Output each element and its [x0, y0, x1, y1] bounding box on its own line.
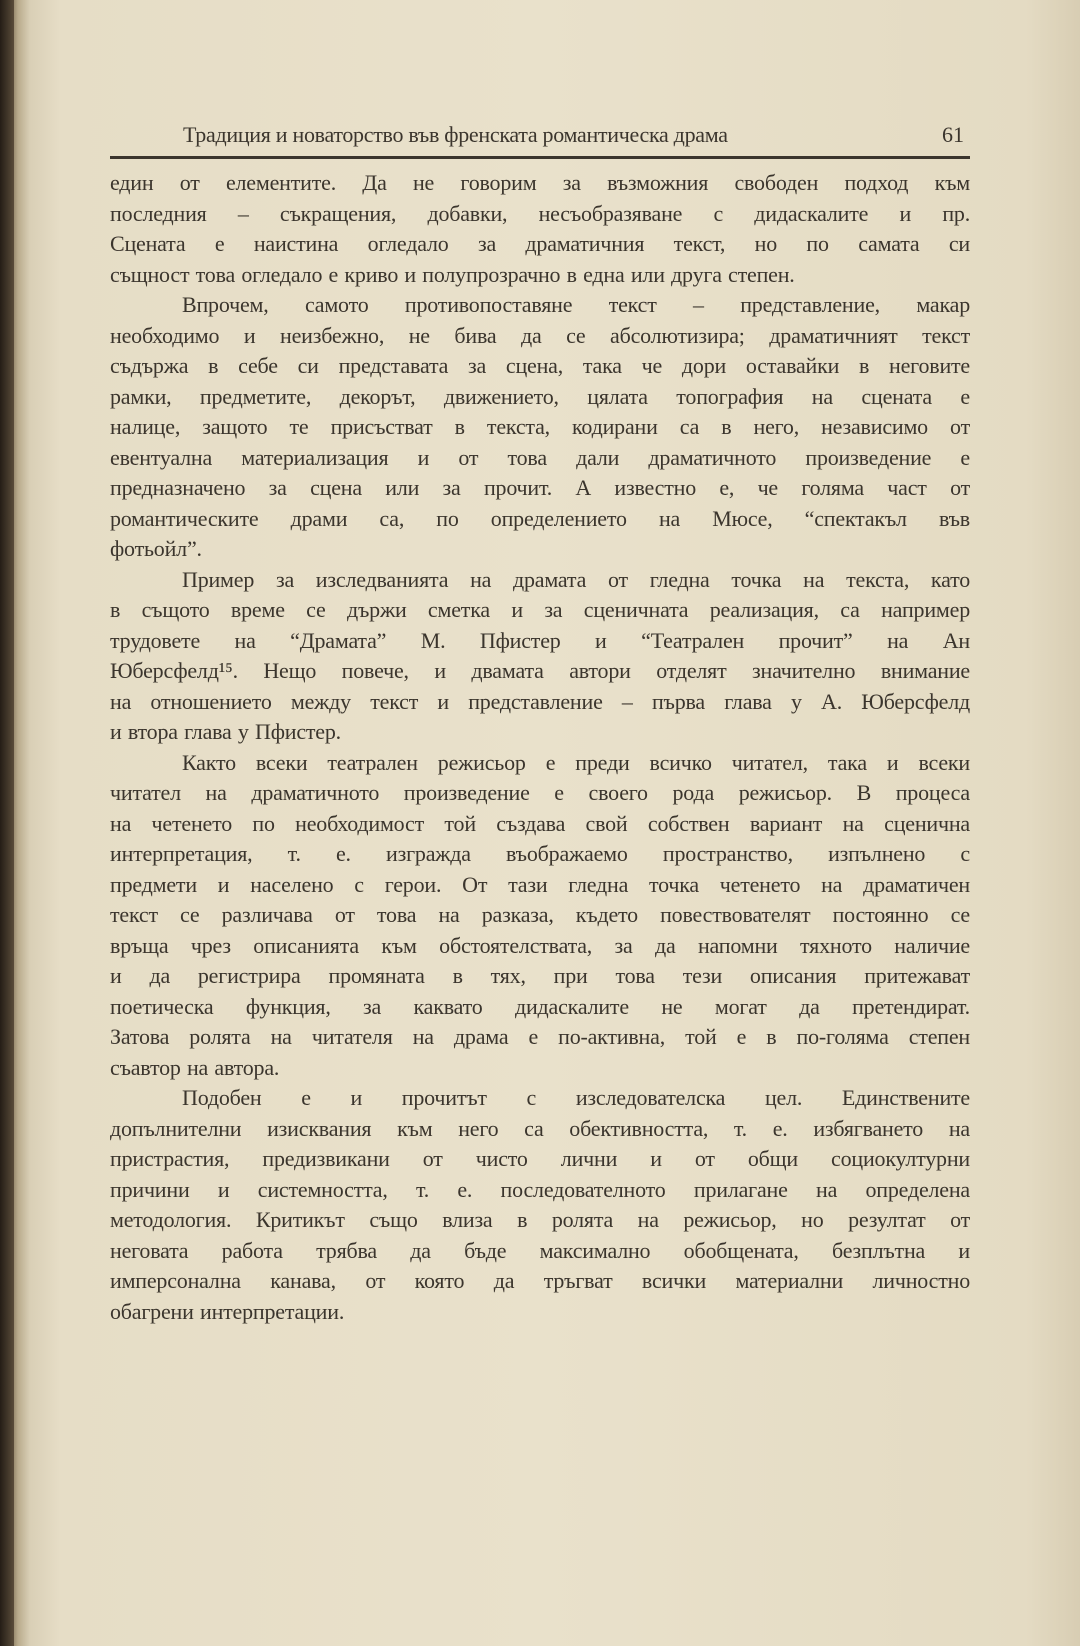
text-line: неговата работа трябва да бъде максимално обобщената, безплътна и — [110, 1237, 970, 1263]
text-line: Юберсфелд¹⁵. Нещо повече, и двамата автори отделят значително внимание — [110, 658, 970, 683]
text-line: причини и системността, т. е. последователното прилагане на определена — [110, 1176, 970, 1202]
text-line: съавтор на автора. — [110, 1054, 280, 1080]
page-number: 61 — [942, 122, 964, 147]
text-line: рамки, предметите, декорът, движението, цялата топография на сцената е — [110, 383, 970, 409]
paragraph — [110, 565, 970, 748]
page-body — [110, 168, 970, 1327]
text-line: Както всеки театрален режисьор е преди всичко читател, така и всеки — [182, 749, 970, 775]
text-line: същност това огледало е криво и полупрозрачно в една или друга степен. — [110, 261, 795, 287]
text-line: предмети и населено с герои. От тази гледна точка четенето на драматичен — [110, 871, 970, 897]
text-line: обагрени интерпретации. — [110, 1298, 345, 1324]
text-line: текст се различава от това на разказа, където повествователят постоянно се — [110, 902, 970, 927]
text-line: и да регистрира промяната в тях, при това тези описания притежават — [110, 963, 970, 988]
text-line: предназначено за сцена или за прочит. А известно е, че голяма част от — [110, 475, 970, 500]
running-header-title: Традиция и новаторство във френската романтическа драма — [183, 122, 728, 147]
text-line: поетическа функция, за каквато дидаскалите не могат да претендират. — [110, 993, 970, 1019]
text-line: съдържа в себе си представата за сцена, така че дори оставайки в неговите — [110, 353, 970, 378]
text-line: допълнителни изисквания към него са обективността, т. е. избягването на — [110, 1115, 970, 1141]
book-spine-shadow — [0, 0, 14, 1646]
paragraph — [110, 748, 970, 1084]
text-line: интерпретация, т. е. изгражда въображаемо пространство, изпълнено с — [110, 841, 970, 866]
paragraph — [110, 168, 970, 290]
text-line: трудовете на “Драмата” М. Пфистер и “Театрален прочит” на Ан — [110, 627, 970, 653]
paragraph — [110, 290, 970, 565]
text-line: Затова ролята на читателя на драма е по-активна, той е в по-голяма степен — [110, 1024, 970, 1049]
text-line: пристрастия, предизвикани от чисто лични и от общи социокултурни — [110, 1146, 970, 1171]
text-line: имперсонална канава, от която да тръгват всички материални личностно — [110, 1268, 970, 1293]
text-line: необходимо и неизбежно, не бива да се абсолютизира; драматичният текст — [110, 322, 970, 348]
text-line: читател на драматичното произведение е своего рода режисьор. В процеса — [110, 780, 970, 805]
running-header — [110, 122, 970, 152]
text-line: връща чрез описанията към обстоятелствата, за да напомни тяхното наличие — [110, 932, 970, 958]
text-line: Впрочем, самото противопоставяне текст – представление, макар — [182, 292, 970, 317]
text-line: един от елементите. Да не говорим за възможния свободен подход към — [110, 170, 970, 195]
header-rule — [110, 156, 970, 159]
text-line: в същото време се държи сметка и за сценичната реализация, са например — [110, 597, 970, 622]
text-line: на отношението между текст и представление – първа глава у А. Юберсфелд — [110, 688, 970, 714]
text-line: методология. Критикът също влиза в ролята на режисьор, но резултат от — [110, 1207, 970, 1232]
paragraph — [110, 1083, 970, 1327]
text-line: Сцената е наистина огледало за драматичния текст, но по самата си — [110, 231, 970, 256]
text-line: последния – съкращения, добавки, несъобразяване с дидаскалите и пр. — [110, 200, 970, 226]
text-line: евентуална материализация и от това дали драматичното произведение е — [110, 444, 970, 470]
text-line: романтическите драми са, по определението на Мюсе, “спектакъл във — [110, 505, 970, 531]
text-line: Пример за изследванията на драмата от гледна точка на текста, като — [182, 566, 970, 592]
text-line: Подобен е и прочитът с изследователска цел. Единствените — [182, 1085, 970, 1110]
text-line: фотьойл”. — [110, 536, 202, 561]
text-line: налице, защото те присъстват в текста, кодирани са в него, независимо от — [110, 414, 970, 439]
text-line: на четенето по необходимост той създава свой собствен вариант на сценична — [110, 810, 970, 836]
text-line: и втора глава у Пфистер. — [110, 719, 341, 744]
